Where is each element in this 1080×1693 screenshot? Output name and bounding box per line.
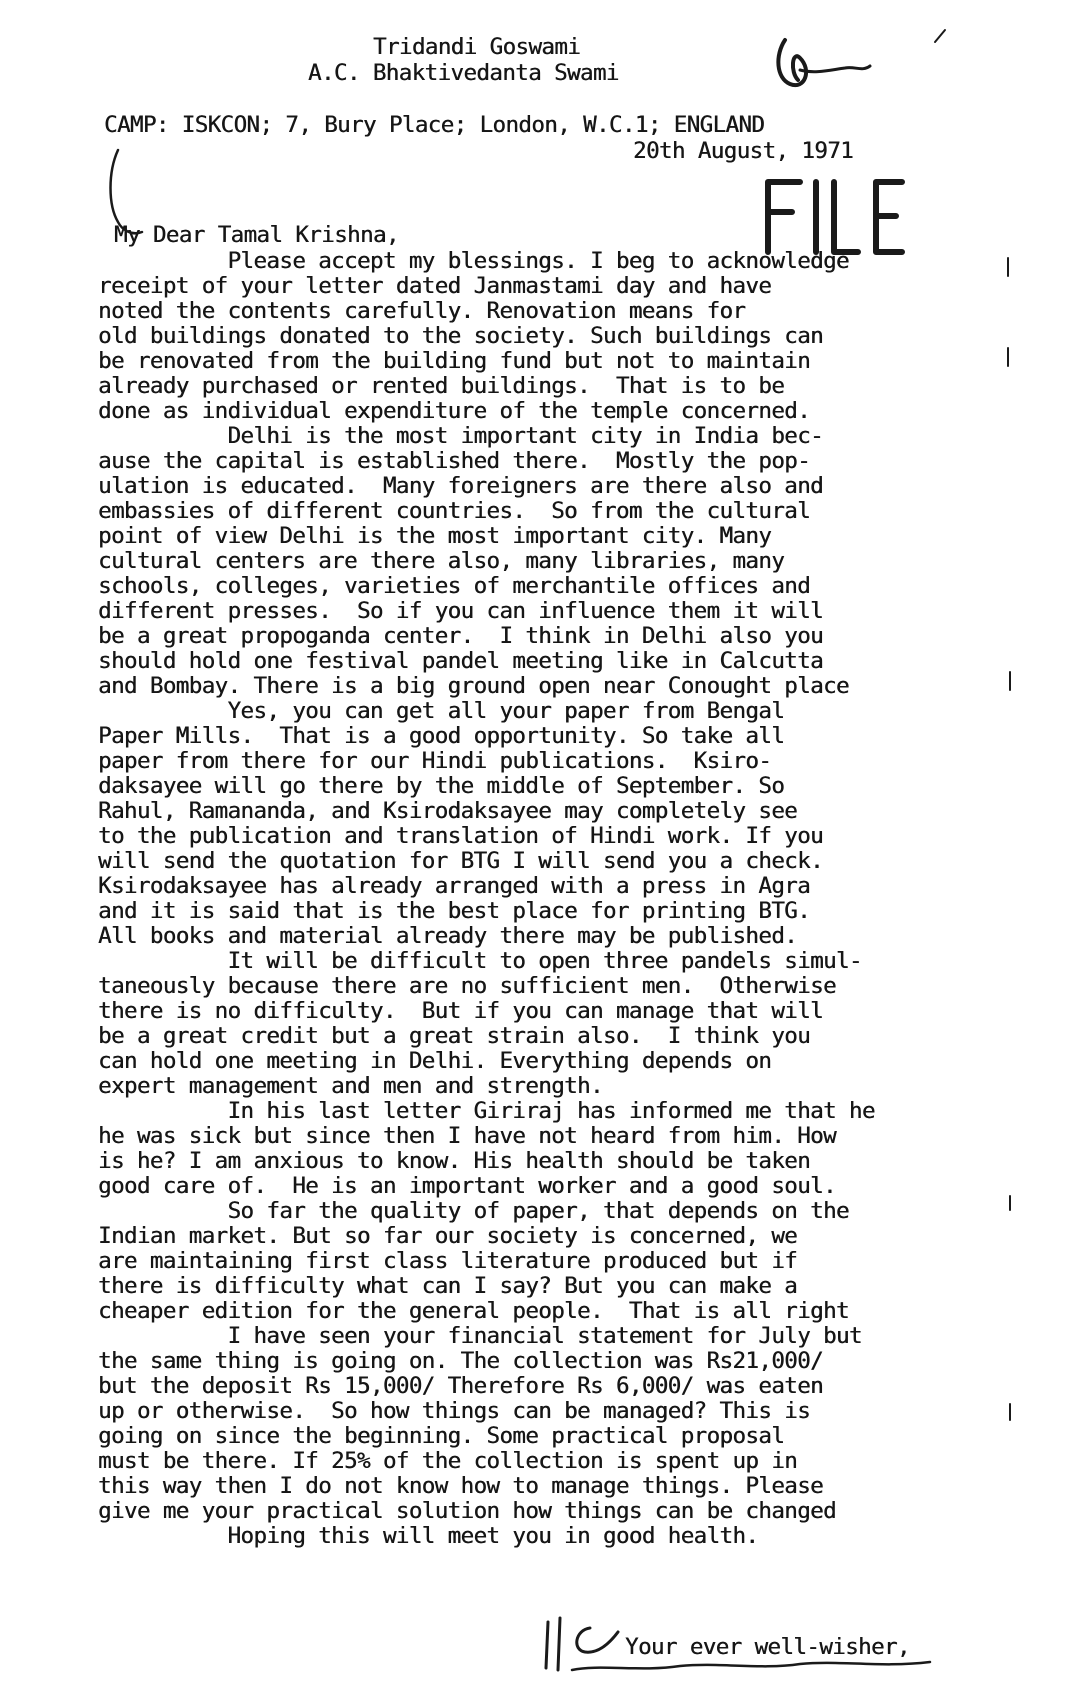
body-line: are maintaining first class literature produced but if (98, 1248, 798, 1274)
body-line: and it is said that is the best place for printing BTG. (98, 898, 811, 924)
handwritten-arc-icon (111, 150, 143, 233)
margin-marks (1008, 258, 1010, 1420)
body-line: noted the contents carefully. Renovation means for (98, 298, 746, 324)
body-line: Please accept my blessings. I beg to acknowledge (98, 248, 849, 274)
body-line: done as individual expenditure of the temple concerned. (98, 398, 811, 424)
body-line: embassies of different countries. So from the cultural (98, 498, 811, 524)
body-line: I have seen your financial statement for July but (98, 1323, 862, 1349)
camp-address: CAMP: ISKCON; 7, Bury Place; London, W.C.1; ENGLAND (104, 112, 765, 138)
body-line: It will be difficult to open three pandels simul- (98, 948, 862, 974)
body-line: and Bombay. There is a big ground open near Conought place (98, 673, 849, 699)
body-line: paper from there for our Hindi publications. Ksiro- (98, 748, 772, 774)
body-line: Hoping this will meet you in good health. (98, 1523, 759, 1549)
signature-icon (546, 1618, 930, 1670)
body-line: should hold one festival pandel meeting like in Calcutta (98, 648, 823, 674)
body-line: up or otherwise. So how things can be managed? This is (98, 1398, 811, 1424)
body-line: already purchased or rented buildings. That is to be (98, 373, 785, 399)
body-line: Ksirodaksayee has already arranged with a press in Agra (98, 873, 811, 899)
body-line: be renovated from the building fund but not to maintain (98, 348, 811, 374)
body-line: cheaper edition for the general people. That is all right (98, 1298, 849, 1324)
body-line: ause the capital is established there. Mostly the pop- (98, 448, 811, 474)
initials-scribble-icon (778, 30, 945, 85)
body-line: the same thing is going on. The collection was Rs21,000/ (98, 1348, 823, 1374)
body-line: he was sick but since then I have not heard from him. How (98, 1123, 836, 1149)
body-line: All books and material already there may be published. (98, 923, 798, 949)
letter-date: 20th August, 1971 (633, 138, 854, 164)
body-line: Yes, you can get all your paper from Bengal (98, 698, 785, 724)
body-line: Paper Mills. That is a good opportunity. So take all (98, 723, 785, 749)
body-line: there is difficulty what can I say? But you can make a (98, 1273, 798, 1299)
body-line: ulation is educated. Many foreigners are there also and (98, 473, 823, 499)
body-line: good care of. He is an important worker and a good soul. (98, 1173, 836, 1199)
body-line: is he? I am anxious to know. His health should be taken (98, 1148, 811, 1174)
body-line: expert management and men and strength. (98, 1073, 603, 1099)
body-line: old buildings donated to the society. Such buildings can (98, 323, 823, 349)
body-line: cultural centers are there also, many libraries, many (98, 548, 785, 574)
body-line: this way then I do not know how to manage things. Please (98, 1473, 823, 1499)
body-line: Rahul, Ramananda, and Ksirodaksayee may completely see (98, 798, 798, 824)
body-line: schools, colleges, varieties of merchantile offices and (98, 573, 811, 599)
body-line: can hold one meeting in Delhi. Everything depends on (98, 1048, 772, 1074)
body-line: give me your practical solution how things can be changed (98, 1498, 836, 1524)
body-line: there is no difficulty. But if you can manage that will (98, 998, 823, 1024)
body-line: be a great credit but a great strain also. I think you (98, 1023, 811, 1049)
body-line: different presses. So if you can influence them it will (98, 598, 823, 624)
body-line: going on since the beginning. Some practical proposal (98, 1423, 785, 1449)
body-line: Indian market. But so far our society is concerned, we (98, 1223, 798, 1249)
body-line: receipt of your letter dated Janmastami day and have (98, 273, 772, 299)
body-line: be a great propoganda center. I think in Delhi also you (98, 623, 823, 649)
body-line: taneously because there are no sufficient men. Otherwise (98, 973, 836, 999)
letterhead-name: Tridandi Goswami (373, 34, 581, 60)
body-line: will send the quotation for BTG I will send you a check. (98, 848, 823, 874)
file-stamp-icon (768, 182, 902, 252)
letterhead-title: A.C. Bhaktivedanta Swami (308, 60, 619, 86)
body-line: Delhi is the most important city in India bec- (98, 423, 823, 449)
closing: Your ever well-wisher, (625, 1634, 910, 1660)
body-line: must be there. If 25% of the collection is spent up in (98, 1448, 798, 1474)
body-line: So far the quality of paper, that depends on the (98, 1198, 849, 1224)
body-line: point of view Delhi is the most important city. Many (98, 523, 772, 549)
body-line: to the publication and translation of Hindi work. If you (98, 823, 823, 849)
body-line: In his last letter Giriraj has informed me that he (98, 1098, 875, 1124)
salutation: My Dear Tamal Krishna, (114, 222, 399, 248)
body-line: daksayee will go there by the middle of September. So (98, 773, 785, 799)
body-line: but the deposit Rs 15,000/ Therefore Rs 6,000/ was eaten (98, 1373, 823, 1399)
